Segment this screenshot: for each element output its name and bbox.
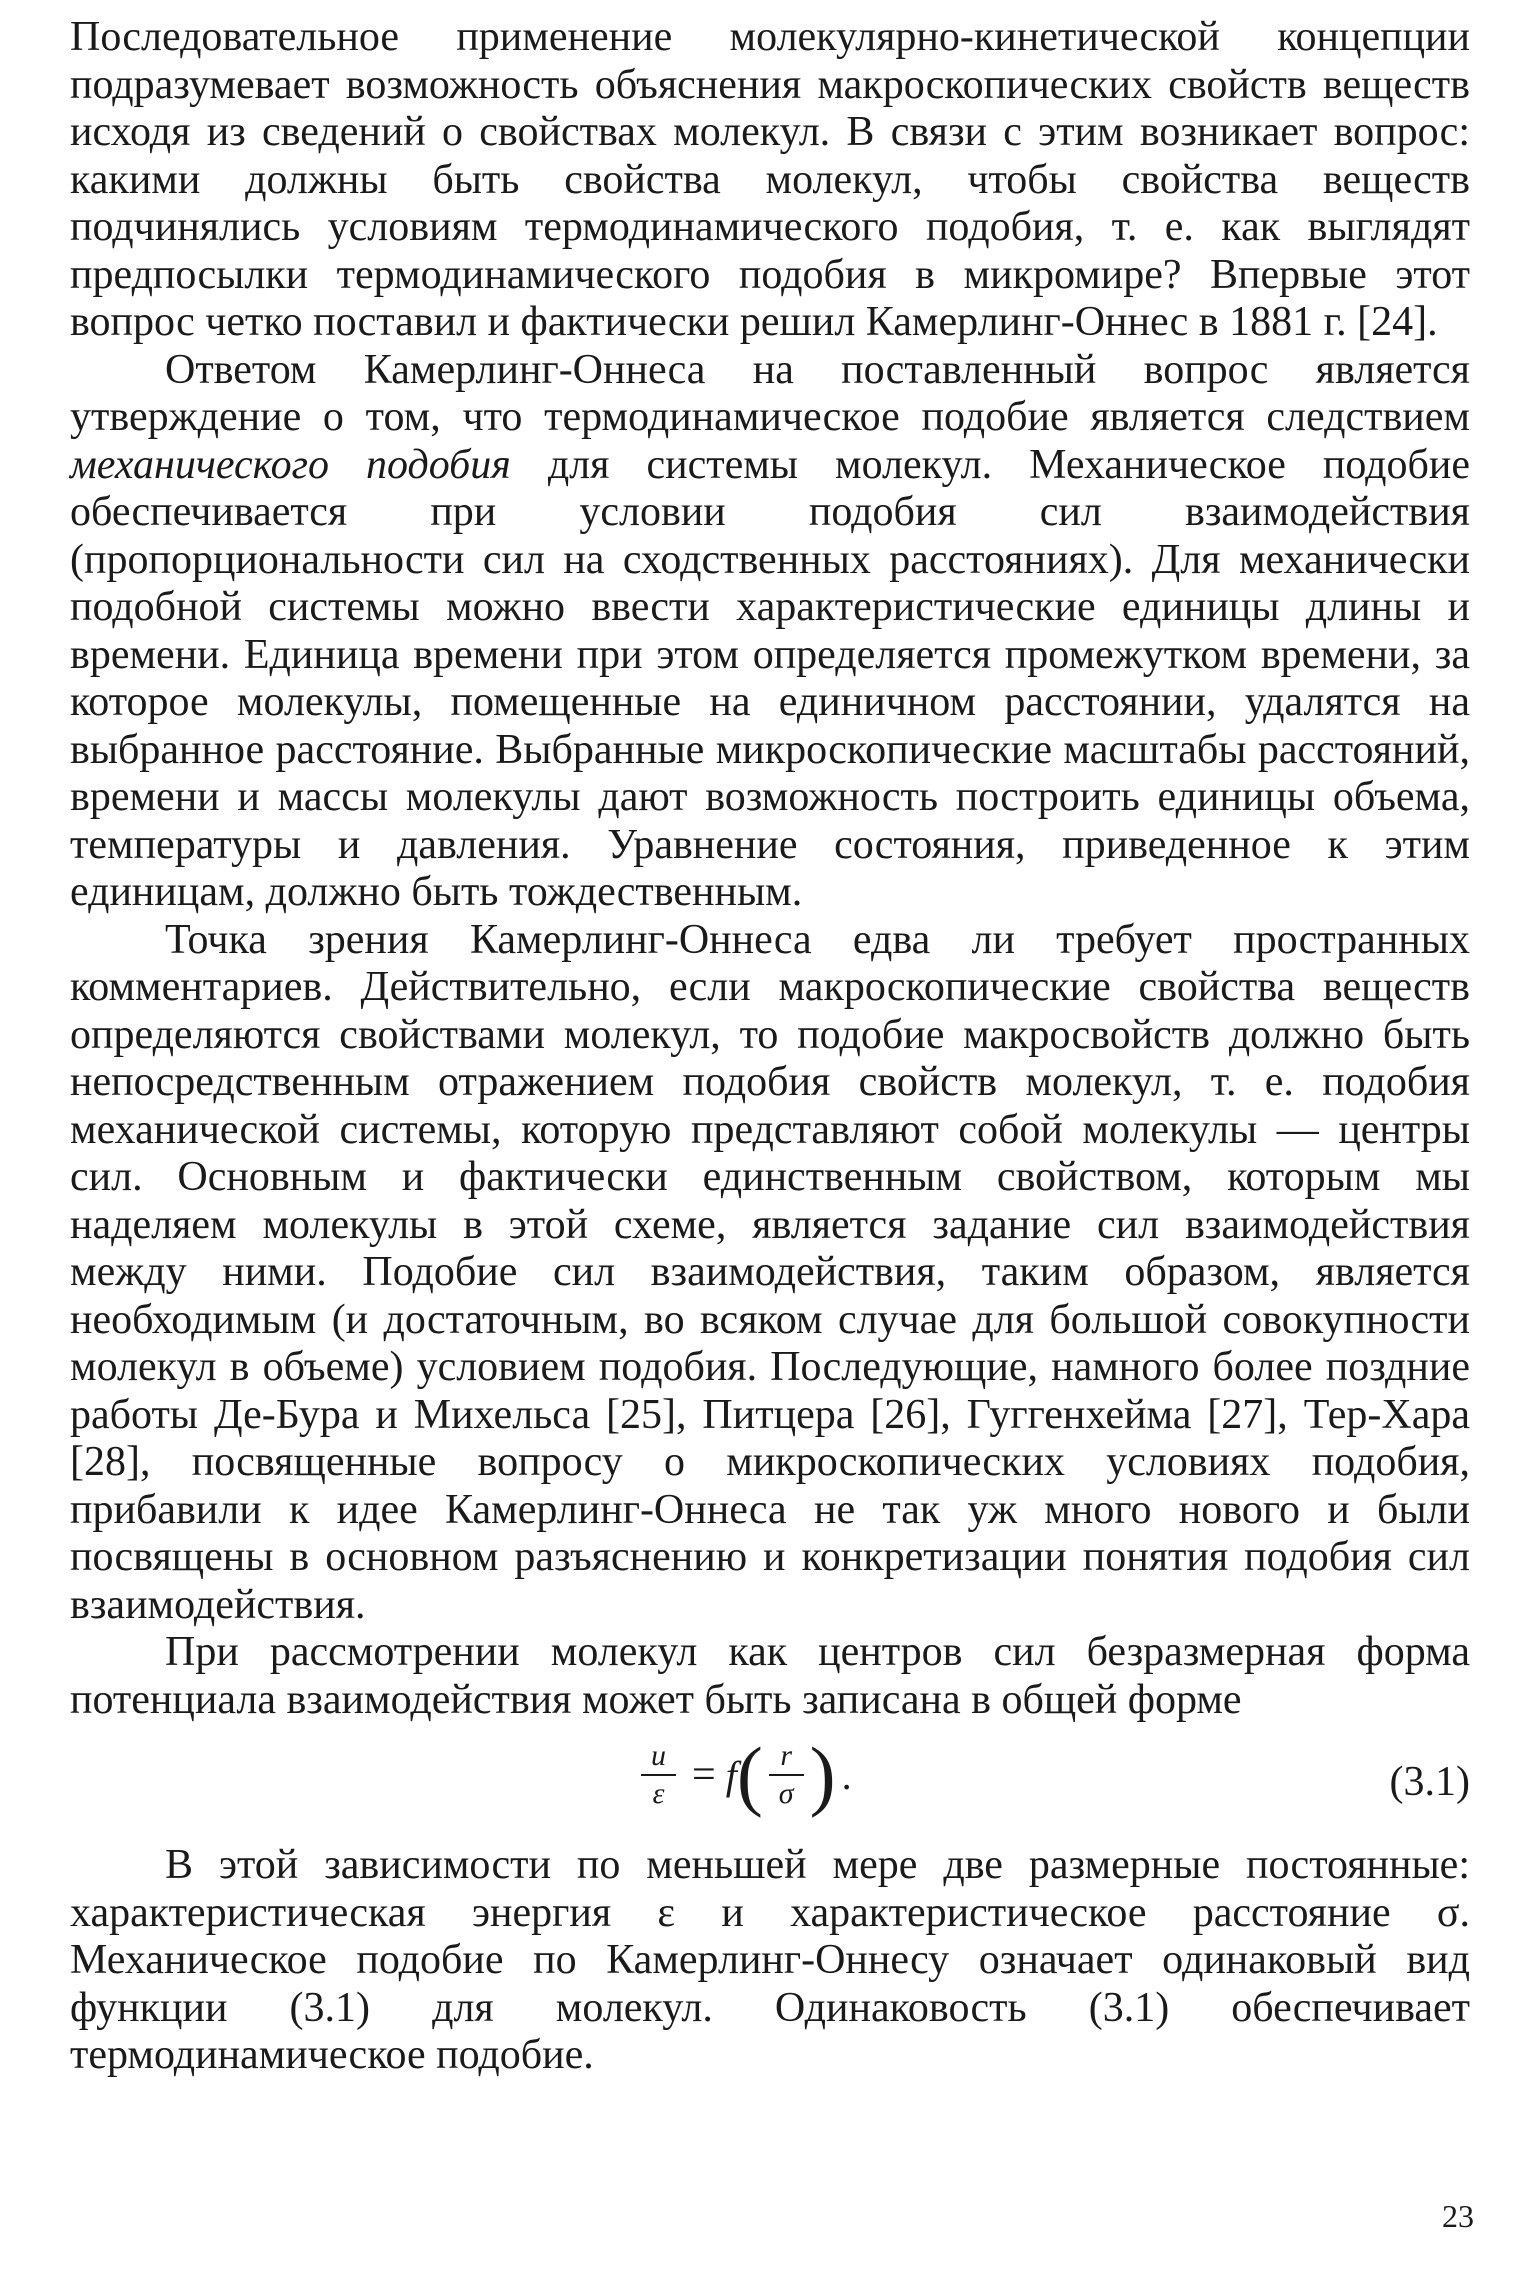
paragraph-4: При рассмотрении молекул как центров сил безразмерная форма потенциала взаимодействия может быть записана в общей форме (70, 1629, 1470, 1723)
paragraph-2-text-a: Ответом Камерлинг-Оннеса на поставленный вопрос является утверждение о том, что термодинамическое подобие является следствием (70, 346, 1470, 440)
page-body (70, 14, 1470, 2080)
equation-number: (3.1) (1389, 1759, 1470, 1805)
paragraph-5: В этой зависимости по меньшей мере две размерные постоянные: характеристическая энергия ε и характеристическое расстояние σ. Механическое подобие по Камерлинг-Оннесу означает одинаковый вид функции (3.1) для молекул. Одинаковость (3.1) обеспечивает термодинамическое подобие. (70, 1842, 1470, 2078)
close-paren: ) (809, 1731, 836, 1818)
formula (635, 1731, 852, 1818)
page-number: 23 (1442, 2198, 1474, 2234)
paragraph-3: Точка зрения Камерлинг-Оннеса едва ли требует пространных комментариев. Действительно, если макроскопические свойства веществ определяются свойствами молекул, то подобие макросвойств должно быть непосредственным отражением подобия свойств молекул, т. е. подобия механической системы, которую представляют собой молекулы — центры сил. Основным и фактически единственным свойством, которым мы наделяем молекулы в этой схеме, является задание сил взаимодействия между ними. Подобие сил взаимодействия, таким образом, является необходимым (и достаточным, во всяком случае для большой совокупности молекул в объеме) условием подобия. Последующие, намного более поздние работы Де-Бура и Михельса [25], Питцера [26], Гуггенхейма [27], Тер-Хара [28], посвященные вопросу о микроскопических условиях подобия, прибавили к идее Камерлинг-Оннеса не так уж много нового и были посвящены в основном разъяснению и конкретизации понятия подобия сил взаимодействия. (70, 916, 1470, 1628)
equation-3-1 (70, 1728, 1470, 1838)
formula-end-dot: . (841, 1752, 852, 1798)
fraction-denominator-epsilon: ε (652, 1777, 665, 1810)
paragraph-1: Последовательное применение молекулярно-кинетической концепции подразумевает возможность объяснения макроскопических свойств веществ исходя из сведений о свойствах молекул. В связи с этим возникает вопрос: какими должны быть свойства молекул, чтобы свойства веществ подчинялись условиям термодинамического подобия, т. е. как выглядят предпосылки термодинамического подобия в микромире? Впервые этот вопрос четко поставил и фактически решил Камерлинг-Оннес в 1881 г. [24]. (70, 14, 1470, 345)
paragraph-2 (70, 347, 1470, 917)
paragraph-2-emphasis: механического подобия (70, 441, 511, 488)
fraction-denominator-sigma: σ (778, 1777, 794, 1810)
fraction-numerator-r: r (780, 1739, 793, 1772)
fraction-r-over-sigma (769, 1738, 804, 1812)
equals-sign: = (692, 1752, 716, 1798)
open-paren: ( (736, 1731, 763, 1818)
fraction-numerator-u: u (651, 1739, 666, 1772)
paragraph-2-text-b: для системы молекул. Механическое подобие обеспечивается при условии подобия сил взаимодействия (пропорциональности сил на сходственных расстояниях). Для механически подобной системы можно ввести характеристические единицы длины и времени. Единица времени при этом определяется промежутком времени, за которое молекулы, помещенные на единичном расстоянии, удалятся на выбранное расстояние. Выбранные микроскопические масштабы расстояний, времени и массы молекулы дают возможность построить единицы объема, температуры и давления. Уравнение состояния, приведенное к этим единицам, должно быть тождественным. (70, 441, 1470, 915)
function-f: f (725, 1752, 737, 1798)
fraction-u-over-epsilon (641, 1738, 676, 1812)
